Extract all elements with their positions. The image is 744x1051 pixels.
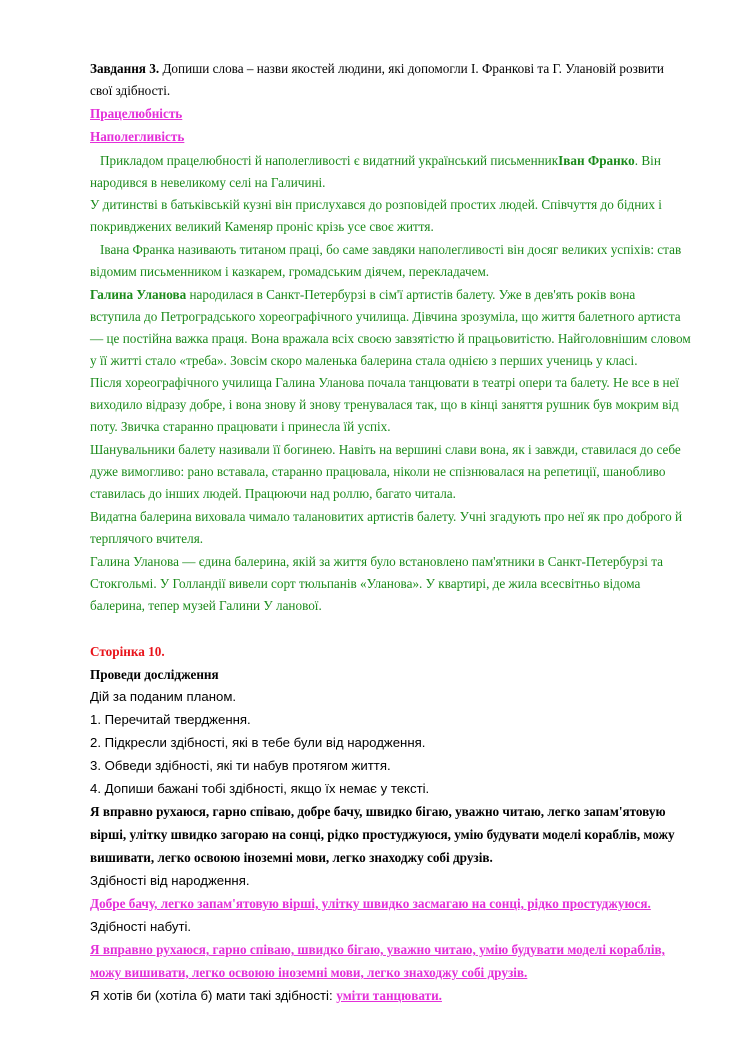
ulanova-paragraph-3-line2: дуже вимогливо: рано вставала, старанно працювала, ніколи не спізнювалася на репетиції, шанобливо — [90, 464, 666, 479]
plan-step: 1. Перечитай твердження. — [90, 712, 251, 727]
wish-answer: уміти танцювати. — [336, 988, 442, 1003]
acquired-answer: Я вправно рухаюся, гарно співаю, швидко бігаю, уважно читаю, умію будувати моделі кораблів, — [90, 942, 665, 957]
ulanova-paragraph-2-line3: поту. Звичка старанно працювати і принесла їй успіх. — [90, 419, 391, 434]
ulanova-paragraph-1-line2: вступила до Петроградського хореографічного училища. Дівчина зрозуміла, що життя балетного артиста — [90, 309, 681, 324]
innate-answer: Добре бачу, легко запам'ятовую вірші, улітку швидко засмагаю на сонці, рідко простуджуюся. — [90, 896, 651, 911]
plan-step: 2. Підкресли здібності, які в тебе були від народження. — [90, 735, 426, 750]
page10-heading: Сторінка 10. — [90, 644, 165, 659]
franko-paragraph-3-cont: відомим письменником і казкарем, громадським діячем, перекладачем. — [90, 264, 490, 279]
plan-step: 4. Допиши бажані тобі здібності, якщо їх немає у тексті. — [90, 781, 430, 796]
plan-intro: Дій за поданим планом. — [90, 689, 237, 704]
wish-line — [90, 989, 442, 1002]
plan-step: 3. Обведи здібності, які ти набув протягом життя. — [90, 758, 391, 773]
franko-paragraph-2: У дитинстві в батьківській кузні він прислухався до розповідей простих людей. Співчуття до бідних і — [90, 197, 662, 212]
franko-paragraph-1-cont: народився в невеликому селі на Галичині. — [90, 175, 326, 190]
ulanova-paragraph-4-line2: терплячого вчителя. — [90, 531, 204, 546]
ulanova-paragraph-1: Галина Уланова народилася в Санкт-Петербурзі в сім'ї артистів балету. Уже в дев'ять років вона — [90, 287, 636, 302]
acquired-answer-line2: можу вишивати, легко освоюю іноземні мови, легко знаходжу собі друзів. — [90, 965, 528, 980]
ulanova-paragraph-3: Шанувальники балету називали її богинею. Навіть на вершині слави вона, як і завжди, ставилася до себе — [90, 442, 681, 457]
ulanova-paragraph-5-line3: балерина, тепер музей Галини У ланової. — [90, 598, 322, 613]
research-subheading: Проведи дослідження — [90, 667, 219, 682]
ulanova-paragraph-2-line2: виходило відразу добре, і вона знову й знову тренувалася так, що в кінці заняття рушник був мокрим від — [90, 397, 679, 412]
ulanova-paragraph-5: Галина Уланова — єдина балерина, якій за життя було встановлено пам'ятники в Санкт-Петербурзі та — [90, 554, 663, 569]
franko-paragraph-1: Прикладом працелюбності й наполегливості є видатний український письменникІван Франко. Він — [100, 153, 661, 168]
wish-label: Я хотів би (хотіла б) мати такі здібності: — [90, 988, 337, 1003]
franko-paragraph-3: Івана Франка називають титаном праці, бо саме завдяки наполегливості він досяг великих успіхів: став — [100, 242, 682, 257]
ulanova-name: Галина Уланова — [90, 287, 187, 302]
answer-perseverance: Наполегливість — [90, 129, 185, 144]
ulanova-paragraph-2: Після хореографічного училища Галина Уланова почала танцювати в театрі опери та балету. Не все в неї — [90, 375, 680, 390]
abilities-statement-line2: вірші, улітку швидко загораю на сонці, рідко простуджуюся, умію будувати моделі кораблів, можу — [90, 827, 675, 842]
acquired-label: Здібності набуті. — [90, 919, 192, 934]
task3-heading: Завдання 3. — [90, 61, 160, 76]
answer-diligence: Працелюбність — [90, 106, 183, 121]
innate-label: Здібності від народження. — [90, 873, 250, 888]
ulanova-paragraph-5-line2: Стокгольмі. У Голландії вивели сорт тюльпанів «Уланова». У квартирі, де жила всесвітньо відома — [90, 576, 641, 591]
ulanova-paragraph-3-line3: ставилась до інших людей. Працюючи над роллю, багато читала. — [90, 486, 456, 501]
franko-name: Іван Франко — [558, 153, 635, 168]
franko-paragraph-2-cont: покривджених великий Каменяр проніс крізь усе своє життя. — [90, 219, 434, 234]
ulanova-paragraph-1-line4: у її житті стало «треба». Зовсім скоро маленька балерина стала однією з перших учениць у класі. — [90, 353, 638, 368]
ulanova-paragraph-4: Видатна балерина виховала чимало талановитих артистів балету. Учні згадують про неї як про доброго й — [90, 509, 683, 524]
ulanova-paragraph-1-line3: — це постійна важка праця. Вона вражала всіх своєю завзятістю й працьовитістю. Найголовнішим словом — [90, 331, 691, 346]
abilities-statement-line3: вишивати, легко освоюю іноземні мови, легко знаходжу собі друзів. — [90, 850, 493, 865]
task3-instruction-cont: свої здібності. — [90, 83, 171, 98]
task3-instruction: Завдання 3. Допиши слова – назви якостей людини, які допомогли І. Франкові та Г. Улановій розвити — [90, 61, 664, 76]
abilities-statement: Я вправно рухаюся, гарно співаю, добре бачу, швидко бігаю, уважно читаю, легко запам'ятовую — [90, 804, 666, 819]
